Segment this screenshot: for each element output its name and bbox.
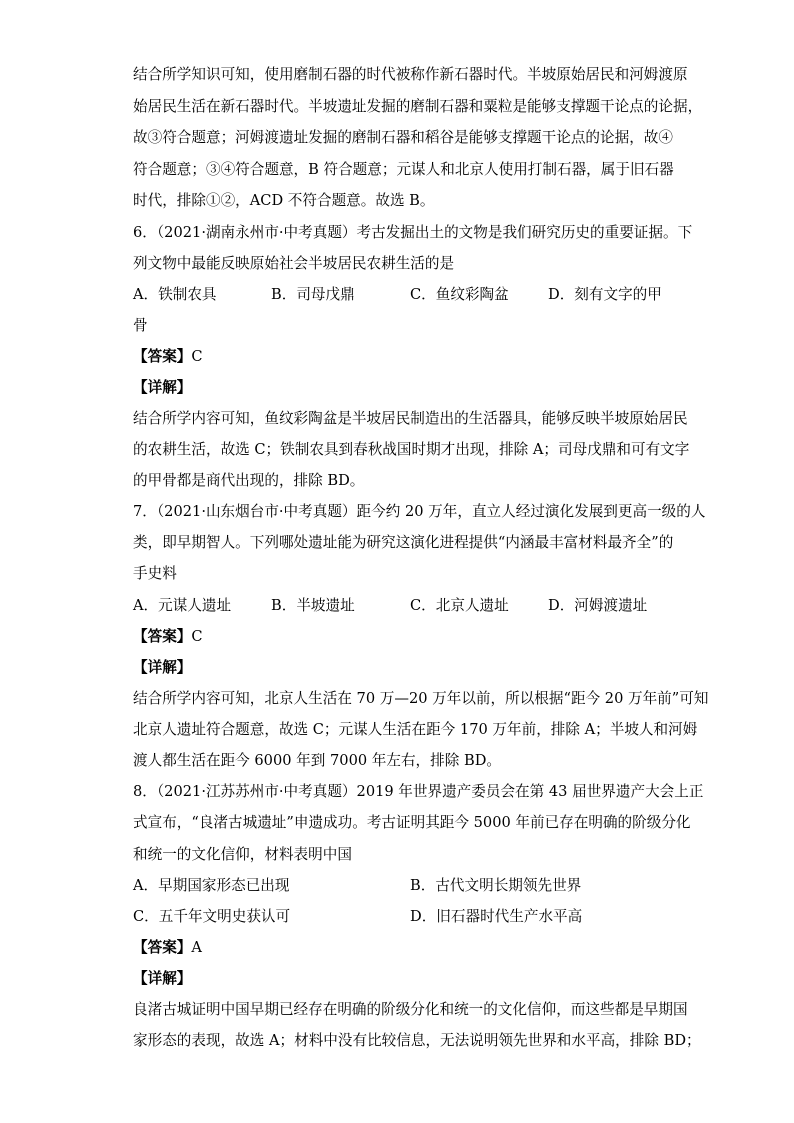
- q6-detail-line: 结合所学内容可知，鱼纹彩陶盆是半坡居民制造出的生活器具，能够反映半坡原始居民: [133, 410, 688, 427]
- text-line: 符合题意；③④符合题意，B 符合题意；元谋人和北京人使用打制石器，属于旧石器: [133, 161, 674, 178]
- q8-option-d: D．旧石器时代生产水平高: [410, 908, 583, 925]
- question-8-stem: 8．（2021·江苏苏州市·中考真题）2019 年世界遗产委员会在第 43 届世界遗产大会上正: [133, 783, 704, 800]
- q6-option-c: C．鱼纹彩陶盆: [410, 286, 509, 303]
- question-7-stem: 手史料: [133, 565, 177, 582]
- q8-option-a: A．早期国家形态已出现: [133, 877, 290, 894]
- q7-detail-line: 北京人遗址符合题意，故选 C；元谋人生活在距今 170 万年前，排除 A；半坡人和河姆: [133, 721, 698, 738]
- question-7-stem: 类，即早期智人。下列哪处遗址能为研究这演化进程提供“内涵最丰富材料最齐全”的: [133, 534, 674, 551]
- question-8-stem: 和统一的文化信仰，材料表明中国: [133, 846, 352, 863]
- text-line: 故③符合题意；河姆渡遗址发掘的磨制石器和稻谷是能够支撑题干论点的论据，故④: [133, 129, 673, 146]
- q8-detail-line: 家形态的表现，故选 A；材料中没有比较信息，无法说明领先世界和水平高，排除 BD；: [133, 1032, 701, 1049]
- q6-answer: [133, 347, 203, 367]
- q6-detail-line: 的农耕生活，故选 C；铁制农具到春秋战国时期才出现，排除 A；司母戊鼎和可有文字: [133, 441, 690, 458]
- q8-option-b: B．古代文明长期领先世界: [410, 877, 582, 894]
- question-8-stem: 式宣布，“良渚古城遗址”申遗成功。考古证明其距今 5000 年前已存在明确的阶级分化: [133, 814, 691, 831]
- q8-answer: [133, 938, 202, 958]
- q7-option-b: B．半坡遗址: [271, 597, 355, 614]
- q7-answer: [133, 627, 203, 647]
- q8-detail-label: 【详解】: [133, 970, 192, 987]
- q7-detail-line: 结合所学内容可知，北京人生活在 70 万—20 万年以前，所以根据“距今 20 万年前”可知: [133, 690, 709, 707]
- q6-option-d-continued: 骨: [133, 317, 148, 334]
- question-7-stem: 7．（2021·山东烟台市·中考真题）距今约 20 万年，直立人经过演化发展到更高一级的人: [133, 503, 706, 520]
- q7-detail-line: 渡人都生活在距今 6000 年到 7000 年左右，排除 BD。: [133, 752, 501, 769]
- question-6-stem: 列文物中最能反映原始社会半坡居民农耕生活的是: [133, 255, 455, 272]
- answer-value: A: [191, 939, 202, 956]
- q7-option-a: A．元谋人遗址: [133, 597, 232, 614]
- q7-detail-label: 【详解】: [133, 659, 192, 676]
- q8-option-c: C．五千年文明史获认可: [133, 908, 291, 925]
- q6-option-d: D．刻有文字的甲: [548, 286, 662, 303]
- q6-option-b: B．司母戊鼎: [271, 286, 355, 303]
- q6-option-a: A．铁制农具: [133, 286, 217, 303]
- answer-value: C: [191, 628, 203, 645]
- answer-label: 【答案】: [133, 628, 192, 645]
- text-line: 结合所学知识可知，使用磨制石器的时代被称作新石器时代。半坡原始居民和河姆渡原: [133, 66, 688, 83]
- answer-value: C: [191, 348, 203, 365]
- question-6-stem: 6．（2021·湖南永州市·中考真题）考古发掘出土的文物是我们研究历史的重要证据。下: [133, 224, 693, 241]
- answer-label: 【答案】: [133, 348, 192, 365]
- q7-option-d: D．河姆渡遗址: [548, 597, 648, 614]
- answer-label: 【答案】: [133, 939, 192, 956]
- q6-detail-line: 的甲骨都是商代出现的，排除 BD。: [133, 472, 365, 489]
- text-line: 时代，排除①②，ACD 不符合题意。故选 B。: [133, 192, 435, 209]
- q8-detail-line: 良渚古城证明中国早期已经存在明确的阶级分化和统一的文化信仰，而这些都是早期国: [133, 1001, 688, 1018]
- q7-option-c: C．北京人遗址: [410, 597, 509, 614]
- text-line: 始居民生活在新石器时代。半坡遗址发掘的磨制石器和粟粒是能够支撑题干论点的论据，: [133, 98, 703, 115]
- q6-detail-label: 【详解】: [133, 379, 192, 396]
